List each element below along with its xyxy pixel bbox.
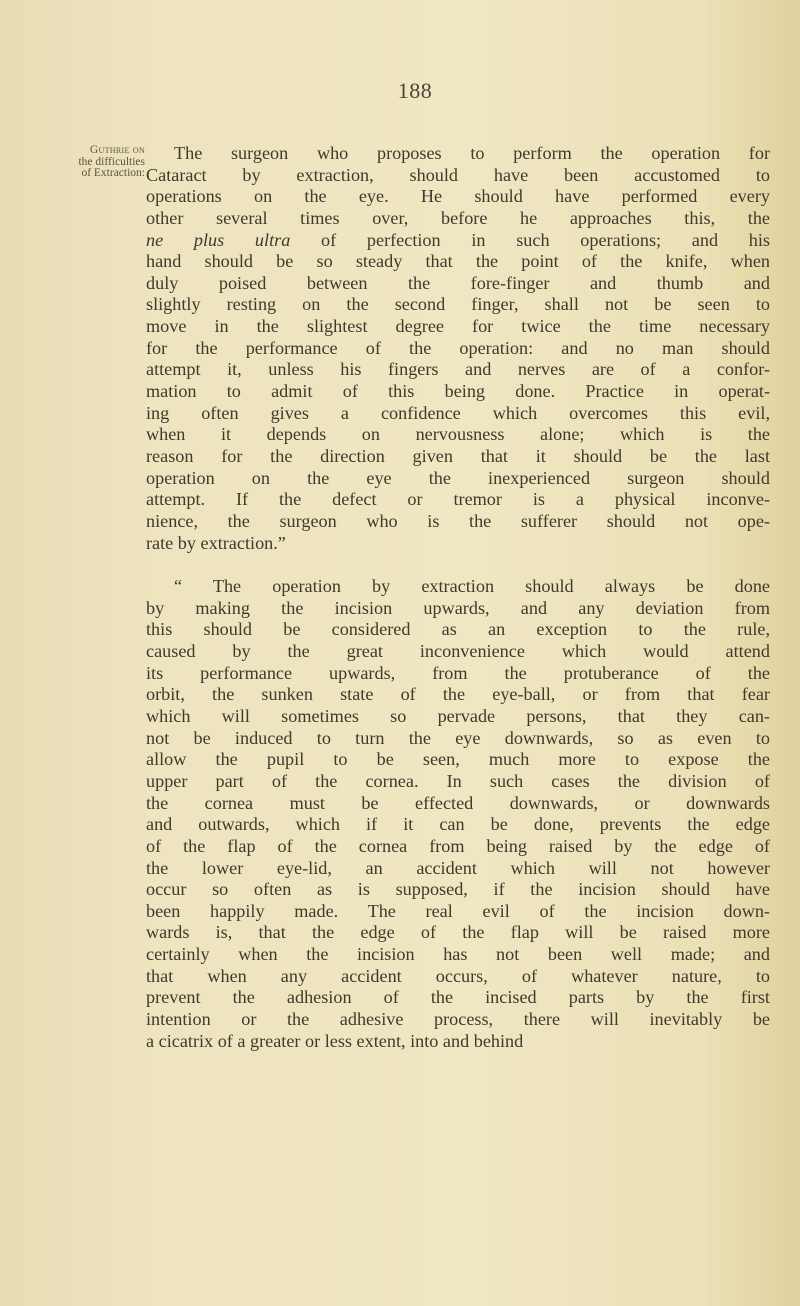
text-line: allow the pupil to be seen, much more to expose the <box>146 749 770 770</box>
text-line: operations on the eye. He should have performed every <box>146 186 770 207</box>
text-line: that when any accident occurs, of whatever nature, to <box>146 965 770 986</box>
italic-phrase: ne plus ultra <box>146 229 291 250</box>
text-line: ne plus ultra of perfection in such operations; and his <box>146 229 771 250</box>
text-line: not be induced to turn the eye downwards, so as even to <box>146 727 770 748</box>
text-line: this should be considered as an exception to the rule, <box>146 619 770 640</box>
text-line: a cicatrix of a greater or less extent, into and behind <box>146 1030 524 1051</box>
text-line: move in the slightest degree for twice the time necessary <box>146 316 770 337</box>
text-line: slightly resting on the second finger, shall not be seen to <box>146 294 770 315</box>
text-line: operation on the eye the inexperienced surgeon should <box>146 467 770 488</box>
text-line: the lower eye-lid, an accident which will not however <box>146 857 770 878</box>
text-line: been happily made. The real evil of the incision down- <box>146 900 770 921</box>
text-line: nience, the surgeon who is the sufferer should not ope- <box>146 510 770 531</box>
margin-note-line: Guthrie on <box>89 144 145 156</box>
text-line: rate by extraction.” <box>146 532 286 553</box>
margin-note-line: the difficulties <box>78 155 145 168</box>
text-line: upper part of the cornea. In such cases the division of <box>146 770 770 791</box>
text-line: which will sometimes so pervade persons, that they can- <box>146 706 770 727</box>
text-line: and outwards, which if it can be done, prevents the edge <box>146 814 770 835</box>
text-line: by making the incision upwards, and any deviation from <box>146 597 770 618</box>
text-line: wards is, that the edge of the flap will be raised more <box>146 922 770 943</box>
text-line: orbit, the sunken state of the eye-ball, or from that fear <box>146 684 770 705</box>
paragraph <box>146 143 770 554</box>
text-line: ing often gives a confidence which overcomes this evil, <box>146 402 770 423</box>
text-line: certainly when the incision has not been well made; and <box>146 944 770 965</box>
text-line: hand should be so steady that the point of the knife, when <box>146 251 770 272</box>
text-line: for the performance of the operation: and no man should <box>146 337 770 358</box>
text-line: attempt. If the defect or tremor is a physical inconve- <box>146 489 770 510</box>
text-line: duly poised between the fore-finger and thumb and <box>146 272 770 293</box>
text-line: its performance upwards, from the protuberance of the <box>146 662 770 683</box>
text-line: Cataract by extraction, should have been accustomed to <box>146 164 770 185</box>
text-line: mation to admit of this being done. Practice in operat- <box>146 381 770 402</box>
text-line: The surgeon who proposes to perform the operation for <box>174 143 770 163</box>
text-line: attempt it, unless his fingers and nerves are of a confor- <box>146 359 770 380</box>
text-line: “ The operation by extraction should always be done <box>174 576 770 597</box>
text-line: of the flap of the cornea from being raised by the edge of <box>146 835 770 856</box>
text-line: the cornea must be effected downwards, or downwards <box>146 792 770 813</box>
body-text <box>146 143 770 1052</box>
text-line: intention or the adhesive process, there will inevitably be <box>146 1008 770 1029</box>
margin-note-line: of Extraction: <box>81 167 145 179</box>
text-line: other several times over, before he approaches this, the <box>146 207 770 228</box>
paragraph <box>146 576 770 1052</box>
text-line: prevent the adhesion of the incised parts by the first <box>146 987 770 1008</box>
text-line: occur so often as is supposed, if the incision should have <box>146 879 770 900</box>
page-number: 188 <box>397 78 433 103</box>
text-line: reason for the direction given that it should be the last <box>146 445 770 466</box>
margin-note <box>50 145 145 180</box>
text-line: when it depends on nervousness alone; which is the <box>146 424 770 445</box>
text-line: caused by the great inconvenience which would attend <box>146 641 770 662</box>
